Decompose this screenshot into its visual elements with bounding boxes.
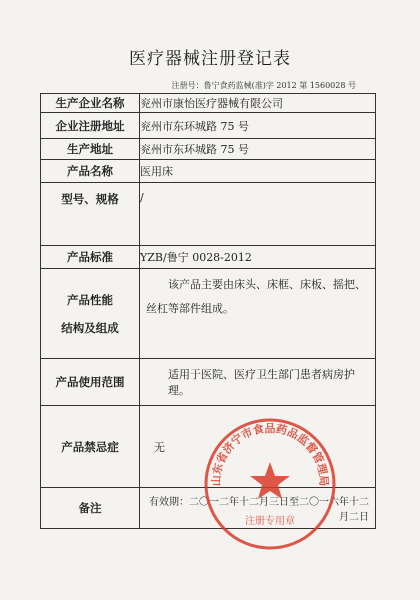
product-name-label: 产品名称 <box>41 160 140 183</box>
model-value: / <box>140 183 376 246</box>
product-name-value: 医用床 <box>140 160 376 183</box>
stamp-bottom-text: 注册专用章 <box>245 516 295 527</box>
producer-label: 生产企业名称 <box>41 94 140 113</box>
row-producer <box>41 94 376 113</box>
performance-label-line1: 产品性能 <box>67 292 113 307</box>
row-product-name <box>41 160 376 183</box>
remarks-label: 备注 <box>41 488 140 529</box>
usage-label: 产品使用范围 <box>41 359 140 406</box>
star-icon <box>250 462 290 499</box>
production-address-label: 生产地址 <box>41 139 140 160</box>
reg-address-label: 企业注册地址 <box>41 113 140 139</box>
row-model <box>41 183 376 246</box>
contraindication-value: 无 <box>140 406 376 488</box>
registration-number: 注册号：鲁宁食药监械(准)字 2012 第 1560028 号 <box>171 81 356 90</box>
producer-value: 兖州市康怡医疗器械有限公司 <box>140 94 376 113</box>
document-title: 医疗器械注册登记表 <box>129 49 291 69</box>
row-production-address <box>41 139 376 160</box>
performance-label-line2: 结构及组成 <box>61 320 119 335</box>
performance-value: 该产品主要由床头、床框、床板、摇把、丝杠等部件组成。 <box>146 278 366 315</box>
performance-value-cell <box>140 269 376 359</box>
model-label: 型号、规格 <box>41 183 140 246</box>
usage-value: 适用于医院、医疗卫生部门患者病房护理。 <box>140 359 376 406</box>
stamp-arc-text: 山东省济宁市食品药品监督管理局 <box>209 422 331 487</box>
row-usage <box>41 359 376 406</box>
production-address-value: 兖州市东环城路 75 号 <box>140 139 376 160</box>
standard-value: YZB/鲁宁 0028-2012 <box>140 246 376 269</box>
row-reg-address <box>41 113 376 139</box>
standard-label: 产品标准 <box>41 246 140 269</box>
row-standard <box>41 246 376 269</box>
reg-address-value: 兖州市东环城路 75 号 <box>140 113 376 139</box>
contraindication-label: 产品禁忌症 <box>41 406 140 488</box>
validity-period: 有效期：二〇一二年十二月三日至二〇一六年十二月二日 <box>149 497 369 523</box>
row-performance <box>41 269 376 359</box>
official-seal-stamp <box>196 414 344 554</box>
performance-label-cell <box>41 269 140 359</box>
